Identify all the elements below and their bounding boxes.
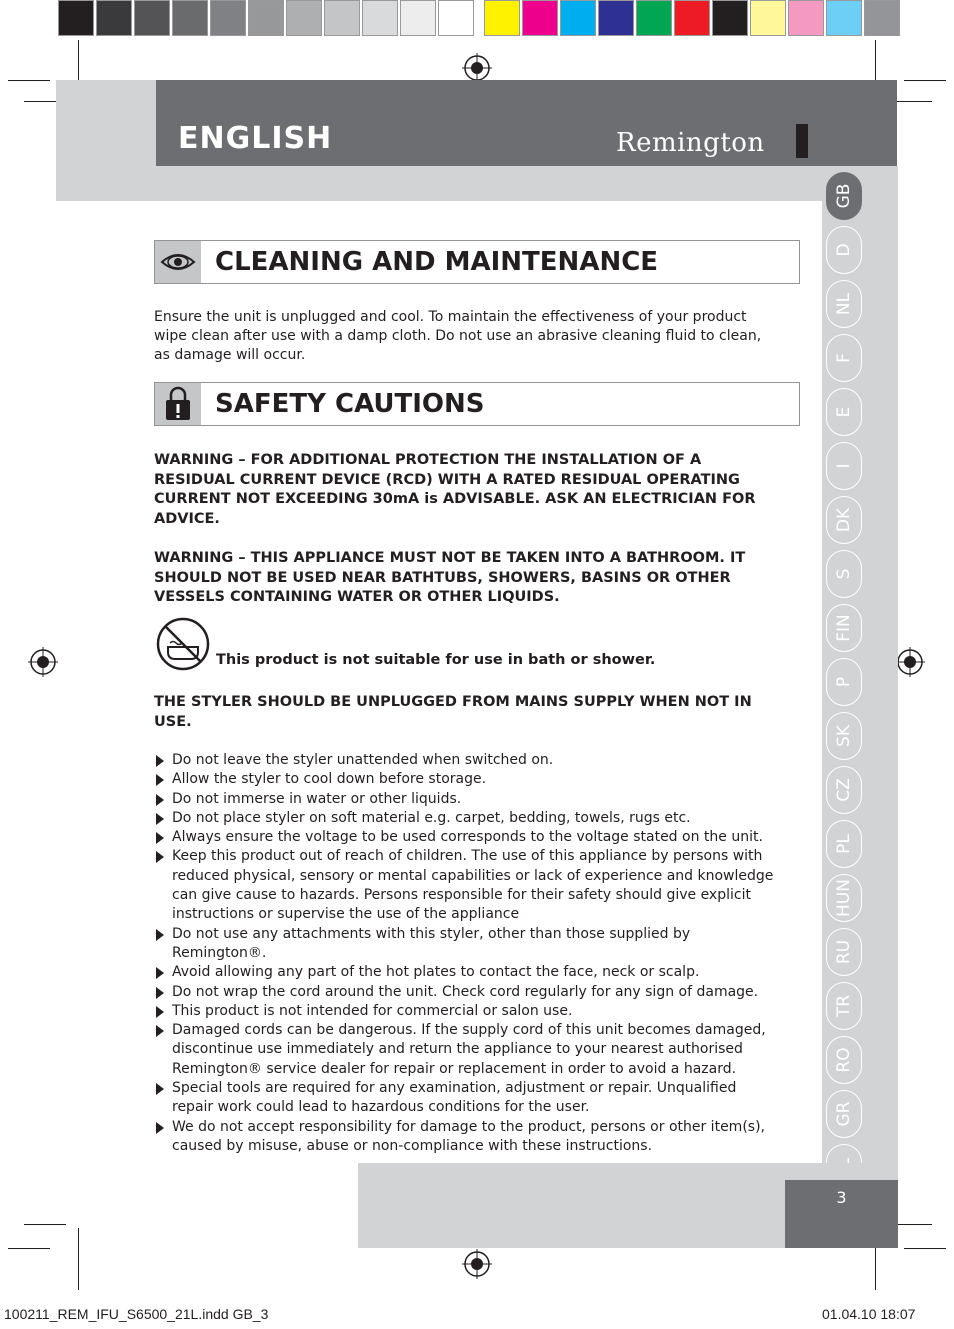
- section-title: CLEANING AND MAINTENANCE: [215, 247, 659, 277]
- crop-mark: [904, 80, 946, 81]
- page-number: 3: [836, 1188, 847, 1207]
- section-header-safety: [154, 382, 800, 426]
- registration-mark-icon: [895, 647, 925, 677]
- list-item: [154, 1002, 774, 1021]
- list-item: [154, 770, 774, 789]
- language-tab-label: S: [834, 568, 854, 580]
- color-swatch: [636, 0, 672, 36]
- color-swatch: [826, 0, 862, 36]
- list-item-text: Damaged cords can be dangerous. If the supply cord of this unit becomes damaged, discontinue use immediately and return the appliance to your nearest authorised Remington® service dealer for repair or replacement in order to avoid a hazard.: [172, 1022, 766, 1077]
- language-tab-label: NL: [834, 292, 854, 316]
- bullet-arrow-icon: [156, 813, 164, 825]
- color-swatch: [522, 0, 558, 36]
- language-tab-label: GR: [834, 1101, 854, 1127]
- language-tab-cz[interactable]: [826, 766, 862, 814]
- color-swatch: [788, 0, 824, 36]
- list-item-text: Allow the styler to cool down before storage.: [172, 771, 487, 788]
- print-slug-date: 01.04.10 18:07: [822, 1306, 916, 1322]
- crop-mark: [78, 1228, 79, 1290]
- color-swatch: [400, 0, 436, 36]
- crop-mark: [24, 1224, 66, 1225]
- brand-logo: Remington: [616, 128, 765, 158]
- bullet-arrow-icon: [156, 794, 164, 806]
- list-item: [154, 925, 774, 964]
- language-tab-label: I: [834, 463, 854, 469]
- bullet-arrow-icon: [156, 987, 164, 999]
- section-header-cleaning: [154, 240, 800, 284]
- color-swatch: [324, 0, 360, 36]
- color-swatch: [438, 0, 474, 36]
- language-tab-d[interactable]: [826, 226, 862, 274]
- language-tab-gb[interactable]: [826, 172, 862, 220]
- registration-mark-icon: [28, 647, 58, 677]
- language-tab-ru[interactable]: [826, 928, 862, 976]
- language-tab-hun[interactable]: [826, 874, 862, 922]
- list-item-text: Avoid allowing any part of the hot plates to contact the face, neck or scalp.: [172, 964, 700, 981]
- bullet-arrow-icon: [156, 1083, 164, 1095]
- list-item: [154, 1118, 774, 1157]
- brand-logo-bar: [796, 124, 808, 158]
- color-swatch: [210, 0, 246, 36]
- language-tab-label: RU: [834, 939, 854, 965]
- page-header: [156, 80, 897, 166]
- language-tab-label: RO: [834, 1047, 854, 1073]
- color-swatch: [172, 0, 208, 36]
- list-item-text: Special tools are required for any examination, adjustment or repair. Unqualified repair work could lead to hazardous conditions for the user.: [172, 1080, 737, 1116]
- language-tab-label: AE: [834, 1264, 854, 1288]
- color-swatch: [712, 0, 748, 36]
- list-item-text: Do not leave the styler unattended when switched on.: [172, 752, 554, 768]
- language-tab-dk[interactable]: [826, 496, 862, 544]
- warning-bathroom: WARNING – THIS APPLIANCE MUST NOT BE TAKEN INTO A BATHROOM. IT SHOULD NOT BE USED NEAR BATHTUBS, SHOWERS, BASINS OR OTHER VESSELS CONTAINING WATER OR OTHER LIQUIDS.: [154, 550, 746, 605]
- page-number-box: [785, 1180, 898, 1248]
- print-slug-filename: 100211_REM_IFU_S6500_21L.indd GB_3: [4, 1306, 269, 1322]
- language-tab-f[interactable]: [826, 334, 862, 382]
- list-item-text: Always ensure the voltage to be used corresponds to the voltage stated on the unit.: [172, 829, 763, 846]
- language-tab-e[interactable]: [826, 388, 862, 436]
- list-item: [154, 963, 774, 982]
- unplug-note: THE STYLER SHOULD BE UNPLUGGED FROM MAINS SUPPLY WHEN NOT IN USE.: [154, 694, 752, 730]
- language-tab-label: D: [834, 243, 854, 257]
- list-item-text: Do not wrap the cord around the unit. Check cord regularly for any sign of damage.: [172, 983, 759, 1000]
- color-swatch: [286, 0, 322, 36]
- language-tab-label: DK: [834, 507, 854, 533]
- bullet-arrow-icon: [156, 832, 164, 844]
- color-swatch: [674, 0, 710, 36]
- bullet-arrow-icon: [156, 851, 164, 863]
- color-bar-grays: [58, 0, 476, 38]
- color-swatch: [750, 0, 786, 36]
- header-gray-band: [56, 80, 156, 201]
- language-tab-label: GB: [834, 183, 854, 209]
- list-item-text: Do not immerse in water or other liquids.: [172, 790, 462, 807]
- warning-rcd: WARNING – FOR ADDITIONAL PROTECTION THE INSTALLATION OF A RESIDUAL CURRENT DEVICE (RCD) WITH A RATED RESIDUAL OPERATING CURRENT NOT EXCEEDING 30mA is ADVISABLE. ASK AN ELECTRICIAN FOR ADVICE.: [154, 452, 756, 527]
- list-item: [154, 751, 774, 770]
- list-item: [154, 847, 774, 924]
- no-bath-icon: [156, 617, 210, 671]
- list-item-text: This product is not intended for commercial or salon use.: [172, 1002, 573, 1019]
- crop-mark: [8, 80, 50, 81]
- language-tabs: [826, 172, 866, 1306]
- color-swatch: [248, 0, 284, 36]
- language-tab-sk[interactable]: [826, 712, 862, 760]
- list-item: [154, 790, 774, 809]
- safety-bullet-list: [154, 751, 774, 1156]
- bullet-arrow-icon: [156, 1122, 164, 1134]
- list-item: [154, 1079, 774, 1118]
- color-swatch: [560, 0, 596, 36]
- language-tab-gr[interactable]: [826, 1090, 862, 1138]
- list-item-text: We do not accept responsibility for damage to the product, persons or other item(s), caused by misuse, abuse or non-compliance with these instructions.: [172, 1118, 765, 1154]
- language-tab-s[interactable]: [826, 550, 862, 598]
- bath-note: This product is not suitable for use in bath or shower.: [216, 652, 656, 668]
- cleaning-body: Ensure the unit is unplugged and cool. To maintain the effectiveness of your product wipe clean after use with a damp cloth. Do not use an abrasive cleaning fluid to clean, as damage will occur.: [154, 309, 762, 364]
- bullet-arrow-icon: [156, 774, 164, 786]
- section-title: SAFETY CAUTIONS: [215, 389, 485, 419]
- language-tab-ae[interactable]: [826, 1252, 862, 1300]
- language-tab-label: FIN: [834, 614, 854, 642]
- language-tab-label: E: [834, 406, 854, 418]
- color-swatch: [362, 0, 398, 36]
- language-tab-i[interactable]: [826, 442, 862, 490]
- color-swatch: [96, 0, 132, 36]
- language-tab-label: F: [834, 353, 854, 363]
- crop-mark: [8, 1248, 50, 1249]
- bullet-arrow-icon: [156, 929, 164, 941]
- list-item-text: Keep this product out of reach of children. The use of this appliance by persons with reduced physical, sensory or mental capabilities or lack of experience and knowledge can give cause to hazards. Persons responsible for their safety should give explicit instructions or supervise the use of the appliance: [172, 848, 774, 923]
- color-swatch: [134, 0, 170, 36]
- crop-mark: [904, 1248, 946, 1249]
- language-tab-fin[interactable]: [826, 604, 862, 652]
- color-swatch: [484, 0, 520, 36]
- list-item: [154, 983, 774, 1002]
- color-bar-colors: [484, 0, 902, 38]
- color-swatch: [598, 0, 634, 36]
- language-tab-label: PL: [834, 834, 854, 854]
- list-item-text: Do not place styler on soft material e.g. carpet, bedding, towels, rugs etc.: [172, 809, 691, 826]
- list-item: [154, 809, 774, 828]
- list-item: [154, 1021, 774, 1079]
- language-tab-label: P: [834, 676, 854, 688]
- language-tab-label: CZ: [834, 778, 854, 802]
- header-gray-band: [156, 166, 897, 201]
- eye-icon: [155, 241, 201, 283]
- registration-mark-icon: [462, 53, 492, 83]
- language-tab-label: SK: [834, 725, 854, 747]
- bullet-arrow-icon: [156, 967, 164, 979]
- bullet-arrow-icon: [156, 755, 164, 767]
- bullet-arrow-icon: [156, 1025, 164, 1037]
- bullet-arrow-icon: [156, 1006, 164, 1018]
- language-tab-label: HUN: [834, 879, 854, 917]
- page-title: ENGLISH: [178, 121, 333, 156]
- language-tab-ro[interactable]: [826, 1036, 862, 1084]
- registration-mark-icon: [462, 1249, 492, 1279]
- language-tab-tr[interactable]: [826, 982, 862, 1030]
- language-tab-nl[interactable]: [826, 280, 862, 328]
- list-item: [154, 828, 774, 847]
- language-tab-p[interactable]: [826, 658, 862, 706]
- language-tab-label: TR: [834, 994, 854, 1018]
- color-swatch: [58, 0, 94, 36]
- language-tab-pl[interactable]: [826, 820, 862, 868]
- warning-lock-icon: [155, 383, 201, 425]
- color-swatch: [864, 0, 900, 36]
- list-item-text: Do not use any attachments with this styler, other than those supplied by Remington®.: [172, 925, 691, 961]
